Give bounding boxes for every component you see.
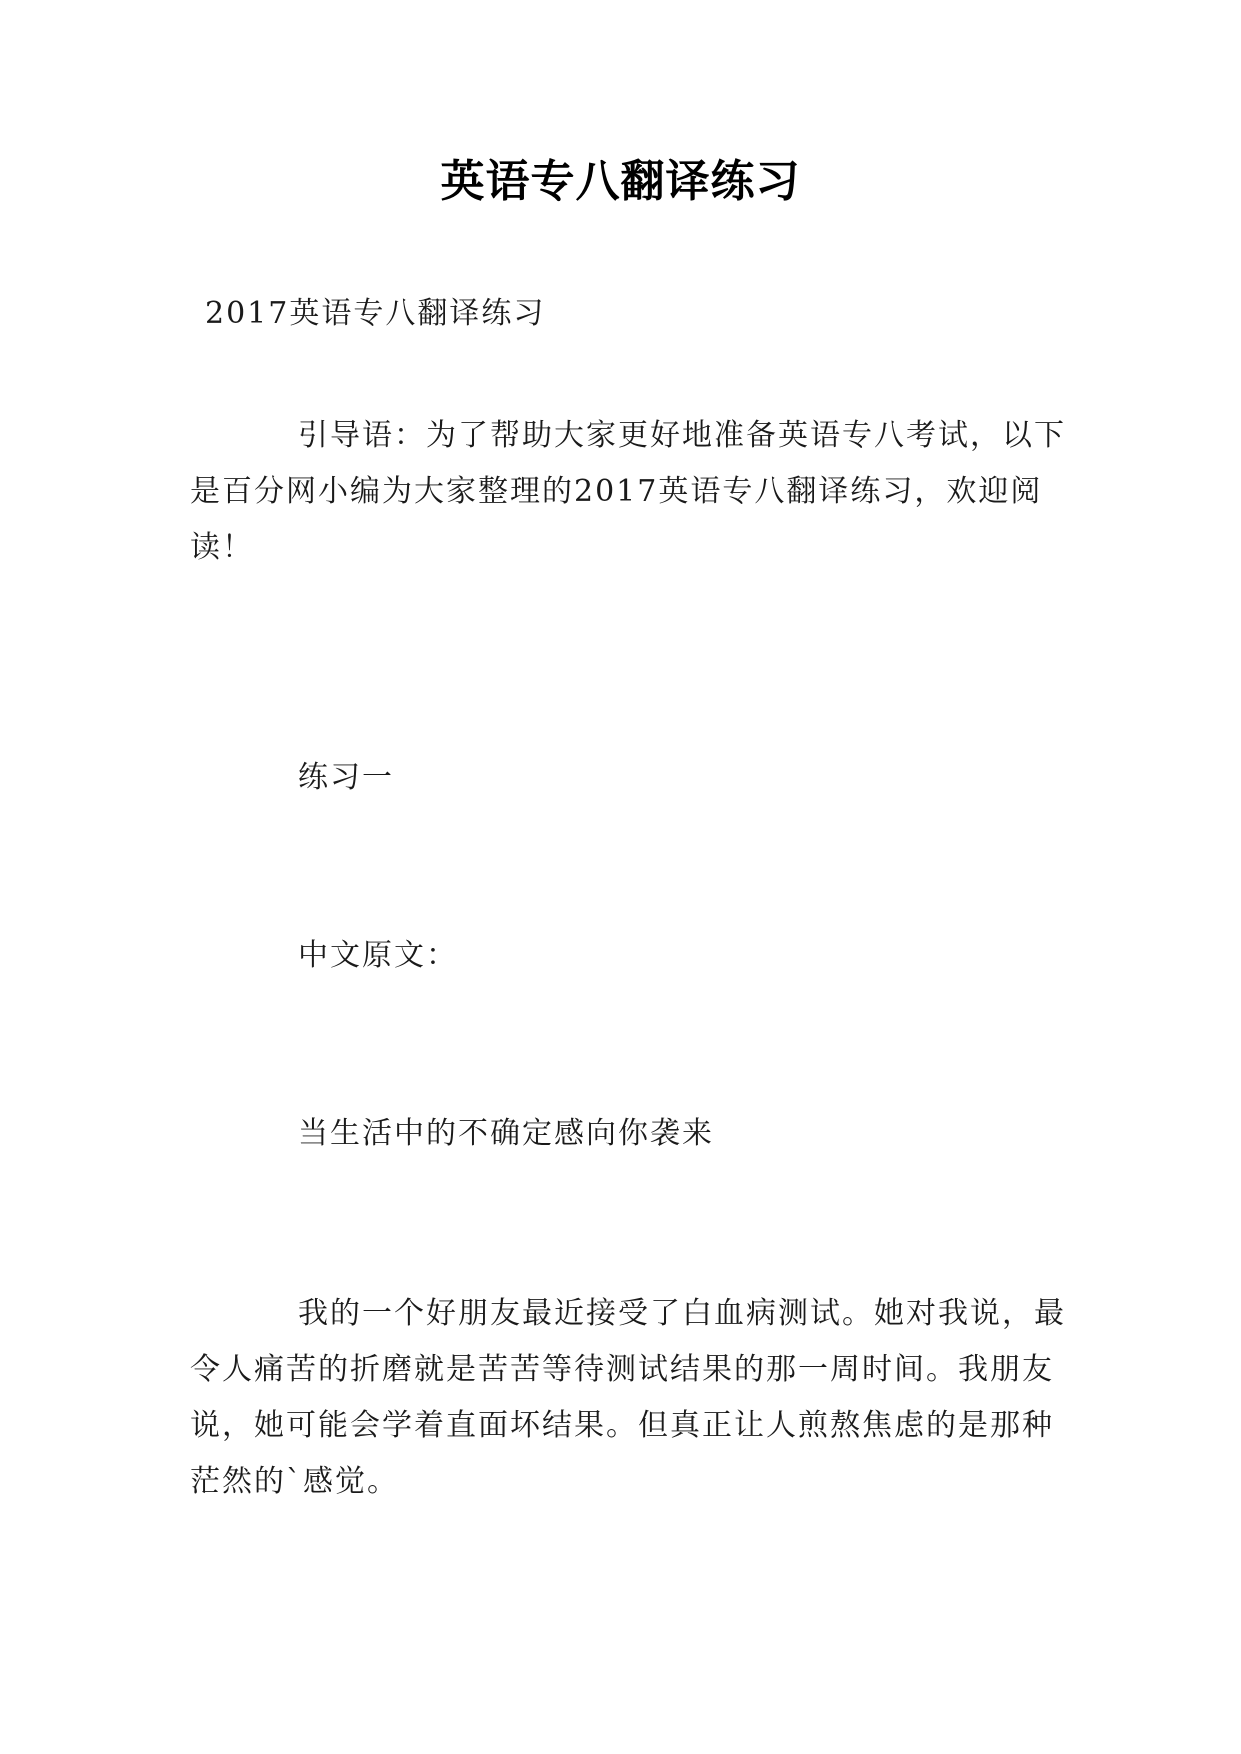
source-text-label: 中文原文：: [298, 938, 458, 973]
page-title: 英语专八翻译练习: [440, 156, 801, 207]
passage-body: 我的一个好朋友最近接受了白血病测试。她对我说，最令人痛苦的折磨就是苦苦等待测试结果的那一周时间。我朋友说，她可能会学着直面坏结果。但真正让人煎熬焦虑的是那种茫然的`感觉。: [190, 1296, 1066, 1499]
passage-title: 当生活中的不确定感向你袭来: [298, 1116, 714, 1151]
document-subtitle: 2017英语专八翻译练习: [205, 296, 546, 331]
intro-paragraph: 引导语：为了帮助大家更好地准备英语专八考试，以下是百分网小编为大家整理的2017英语专八翻译练习，欢迎阅读！: [190, 418, 1066, 565]
exercise-label: 练习一: [298, 760, 394, 795]
